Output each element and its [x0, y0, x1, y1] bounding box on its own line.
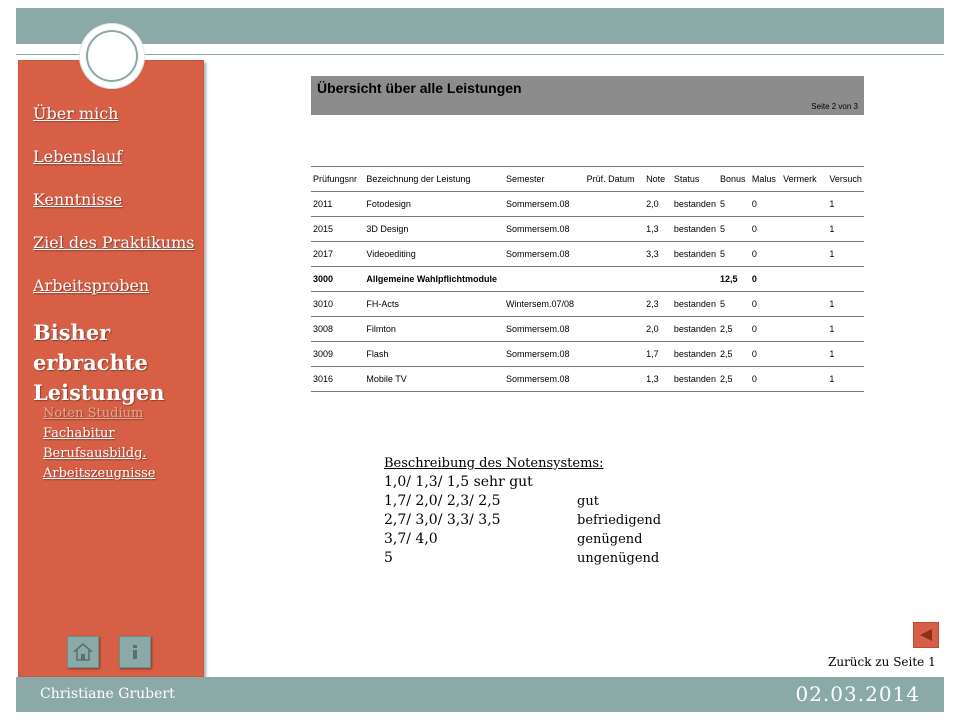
subnav — [43, 404, 198, 484]
table-cell: 0 — [750, 292, 781, 317]
back-link-label[interactable]: Zurück zu Seite 1 — [828, 655, 936, 669]
grading-values: 5 — [384, 550, 393, 566]
grades-table — [311, 166, 864, 392]
nav-current-section: Bisher erbrachte Leistungen — [33, 320, 165, 405]
table-cell: bestanden — [672, 317, 718, 342]
table-cell: 0 — [750, 217, 781, 242]
table-cell: Mobile TV — [364, 367, 504, 392]
info-icon — [125, 642, 145, 662]
table-row — [311, 342, 864, 367]
back-button[interactable] — [913, 622, 939, 648]
grading-line: 1,0/ 1,3/ 1,5 sehr gut — [384, 474, 533, 490]
nav-link-ziel-des-praktikums[interactable]: Ziel des Praktikums — [33, 233, 195, 252]
table-row — [311, 217, 864, 242]
table-cell: 1 — [827, 192, 864, 217]
table-header-row — [311, 167, 864, 192]
table-cell: 0 — [750, 342, 781, 367]
table-cell: 3D Design — [364, 217, 504, 242]
grading-values: 2,7/ 3,0/ 3,3/ 3,5 — [384, 512, 501, 528]
grading-row — [384, 530, 704, 549]
table-cell — [585, 267, 645, 292]
table-cell: 0 — [750, 192, 781, 217]
table-cell — [781, 217, 827, 242]
home-icon — [73, 642, 93, 662]
table-cell: 1 — [827, 292, 864, 317]
table-cell: 1 — [827, 317, 864, 342]
table-cell: 2011 — [311, 192, 364, 217]
table-cell: Sommersem.08 — [504, 192, 585, 217]
table-row — [311, 317, 864, 342]
table-cell — [781, 192, 827, 217]
column-header: Status — [672, 167, 718, 192]
table-cell: 5 — [718, 242, 750, 267]
table-cell: Sommersem.08 — [504, 242, 585, 267]
nav-link-arbeitsproben[interactable]: Arbeitsproben — [33, 276, 150, 295]
column-header: Note — [644, 167, 672, 192]
sidebar-nav — [33, 103, 198, 484]
column-header: Vermerk — [781, 167, 827, 192]
triangle-left-icon — [918, 627, 934, 643]
table-cell — [504, 267, 585, 292]
table-cell: 2,3 — [644, 292, 672, 317]
table-row — [311, 242, 864, 267]
table-cell: Sommersem.08 — [504, 367, 585, 392]
table-cell: 1,3 — [644, 367, 672, 392]
column-header: Prüf. Datum — [585, 167, 645, 192]
table-cell: bestanden — [672, 192, 718, 217]
grades-table-image — [311, 76, 864, 416]
table-cell: 3009 — [311, 342, 364, 367]
table-cell: 3016 — [311, 367, 364, 392]
table-cell: 2015 — [311, 217, 364, 242]
table-cell: 3000 — [311, 267, 364, 292]
subnav-link-berufsausbildung[interactable]: Berufsausbildg. — [43, 446, 147, 461]
grading-description — [384, 456, 704, 568]
table-cell — [585, 192, 645, 217]
nav-link-lebenslauf[interactable]: Lebenslauf — [33, 147, 123, 166]
nav-link-kenntnisse[interactable]: Kenntnisse — [33, 190, 123, 209]
sidebar — [18, 60, 204, 677]
table-cell: Flash — [364, 342, 504, 367]
table-cell: 2017 — [311, 242, 364, 267]
table-cell: 1 — [827, 342, 864, 367]
table-cell: 1 — [827, 367, 864, 392]
table-cell: bestanden — [672, 342, 718, 367]
table-cell — [585, 217, 645, 242]
table-cell: 1,3 — [644, 217, 672, 242]
table-cell — [585, 317, 645, 342]
table-cell — [827, 267, 864, 292]
grading-values: 3,7/ 4,0 — [384, 531, 438, 547]
table-row — [311, 292, 864, 317]
table-cell — [781, 342, 827, 367]
column-header: Prüfungsnr — [311, 167, 364, 192]
table-cell: 2,5 — [718, 342, 750, 367]
grading-row — [384, 511, 704, 530]
table-cell: Videoediting — [364, 242, 504, 267]
footer-author: Christiane Grubert — [40, 686, 175, 702]
table-cell: Fotodesign — [364, 192, 504, 217]
table-cell — [781, 267, 827, 292]
table-header-band — [311, 76, 864, 115]
table-cell: 5 — [718, 217, 750, 242]
subnav-link-fachabitur[interactable]: Fachabitur — [43, 426, 115, 441]
grading-values: 1,7/ 2,0/ 2,3/ 2,5 — [384, 493, 501, 509]
table-cell — [585, 367, 645, 392]
table-cell — [781, 242, 827, 267]
info-button[interactable] — [119, 636, 151, 668]
decorative-circle — [80, 24, 144, 88]
table-row — [311, 367, 864, 392]
table-cell — [585, 242, 645, 267]
table-cell: bestanden — [672, 217, 718, 242]
footer-date: 02.03.2014 — [795, 682, 920, 706]
table-cell: FH-Acts — [364, 292, 504, 317]
grading-label: befriedigend — [577, 513, 662, 528]
column-header: Versuch — [827, 167, 864, 192]
grading-label: ungenügend — [577, 551, 660, 566]
table-cell — [781, 292, 827, 317]
table-cell: Sommersem.08 — [504, 342, 585, 367]
table-cell: Sommersem.08 — [504, 217, 585, 242]
column-header: Bezeichnung der Leistung — [364, 167, 504, 192]
column-header: Semester — [504, 167, 585, 192]
table-cell: 0 — [750, 267, 781, 292]
table-cell: 1,7 — [644, 342, 672, 367]
top-divider — [16, 54, 944, 55]
table-cell — [585, 342, 645, 367]
table-page-indicator: Seite 2 von 3 — [811, 102, 858, 111]
table-cell: 12,5 — [718, 267, 750, 292]
column-header: Malus — [750, 167, 781, 192]
table-cell: 3008 — [311, 317, 364, 342]
table-title: Übersicht über alle Leistungen — [317, 80, 522, 96]
table-cell: 3,3 — [644, 242, 672, 267]
nav-link-ueber-mich[interactable]: Über mich — [33, 104, 119, 123]
table-cell — [585, 292, 645, 317]
subnav-link-noten-studium[interactable]: Noten Studium — [43, 406, 144, 421]
grading-row — [384, 492, 704, 511]
table-cell: bestanden — [672, 242, 718, 267]
top-bar — [16, 8, 944, 44]
table-cell — [781, 317, 827, 342]
grading-label: genügend — [577, 532, 643, 547]
table-cell: 2,0 — [644, 317, 672, 342]
grading-row — [384, 473, 704, 492]
table-cell: 3010 — [311, 292, 364, 317]
table-cell — [644, 267, 672, 292]
grading-row — [384, 549, 704, 568]
table-cell: Wintersem.07/08 — [504, 292, 585, 317]
table-cell: bestanden — [672, 292, 718, 317]
grading-label: gut — [577, 494, 599, 509]
home-button[interactable] — [67, 636, 99, 668]
table-cell: 5 — [718, 292, 750, 317]
table-cell: bestanden — [672, 367, 718, 392]
grading-description-heading: Beschreibung des Notensystems: — [384, 456, 604, 471]
table-cell: Sommersem.08 — [504, 317, 585, 342]
table-cell: 2,0 — [644, 192, 672, 217]
decorative-circle-ring — [86, 30, 138, 82]
subnav-link-arbeitszeugnisse[interactable]: Arbeitszeugnisse — [43, 466, 156, 481]
grades-table-body — [311, 192, 864, 392]
table-cell: 5 — [718, 192, 750, 217]
table-cell: 1 — [827, 217, 864, 242]
table-cell: 2,5 — [718, 367, 750, 392]
column-header: Bonus — [718, 167, 750, 192]
table-cell: 0 — [750, 367, 781, 392]
table-row — [311, 267, 864, 292]
table-cell: 1 — [827, 242, 864, 267]
table-cell: 0 — [750, 317, 781, 342]
table-row — [311, 192, 864, 217]
table-cell: 2,5 — [718, 317, 750, 342]
table-cell — [672, 267, 718, 292]
table-cell: Filmton — [364, 317, 504, 342]
table-cell: Allgemeine Wahlpflichtmodule — [364, 267, 504, 292]
table-cell: 0 — [750, 242, 781, 267]
table-cell — [781, 367, 827, 392]
